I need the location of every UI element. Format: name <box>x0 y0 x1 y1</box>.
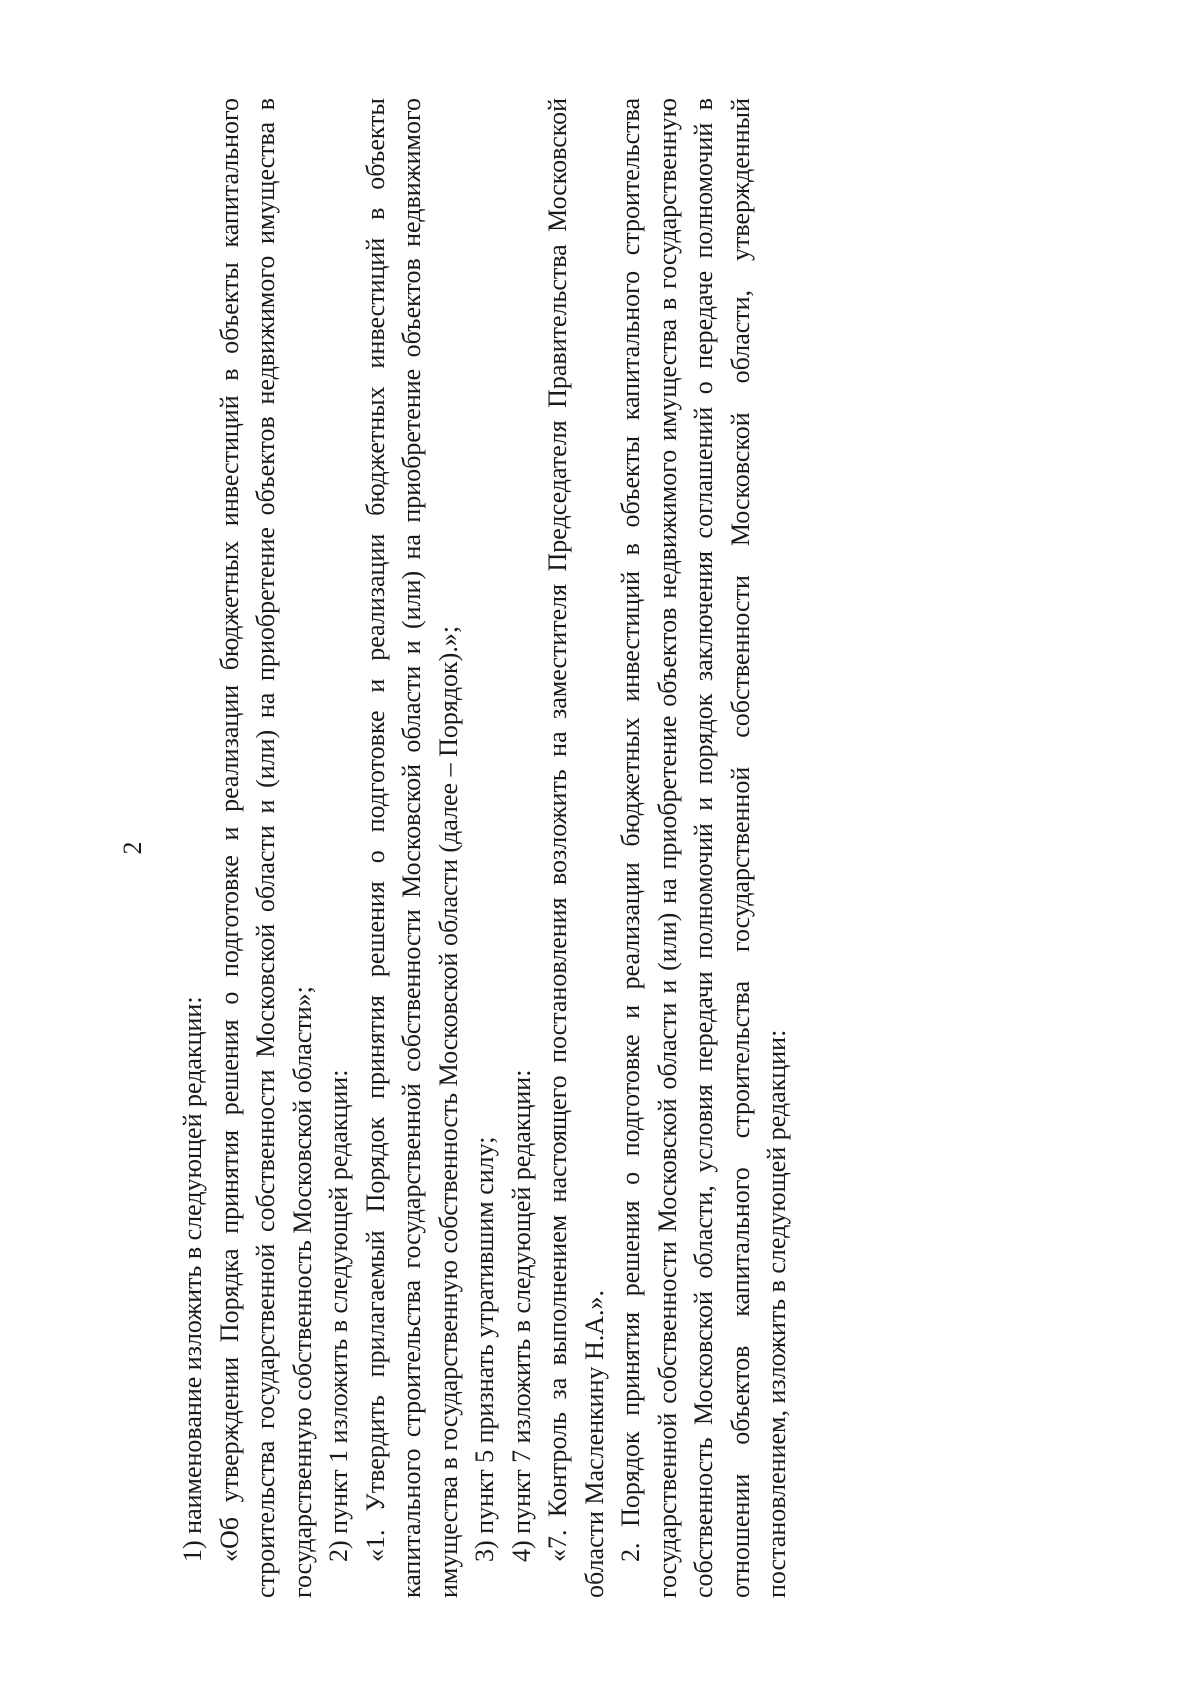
paragraph-point-7-amendment: «7. Контроль за выполнением настоящего постановления возложить на заместителя Председателя Правительства Московской области Масленкину Н.А.». <box>543 98 609 1598</box>
paragraph-point-1-amendment: «1. Утвердить прилагаемый Порядок принятия решения о подготовке и реализации бюджетных инвестиций в объекты капитального строительства государственной собственности Московской области и (или) на приобретение объектов недвижимого имущества в государственную собственность Московской области (далее – Порядок).»; <box>360 98 463 1598</box>
paragraph-section-2: 2. Порядок принятия решения о подготовке и реализации бюджетных инвестиций в объекты капитального строительства государственной собственности Московской области и (или) на приобретение объектов недвижимого имущества в государственную собственность Московской области, условия передачи полномочий и порядок заключения соглашений о передаче полномочий в отношении объектов капитального строительства государственной собственности Московской области, утвержденный постановлением, изложить в следующей редакции: <box>616 98 791 1598</box>
page-number: 2 <box>118 841 147 855</box>
paragraph-title-amendment: «Об утверждении Порядка принятия решения о подготовке и реализации бюджетных инвестиций в объекты капитального строительства государственной собственности Московской области и (или) на приобретение объектов недвижимого имущества в государственную собственность Московской области»; <box>214 98 317 1598</box>
paragraph-item-1: 1) наименование изложить в следующей редакции: <box>178 996 207 1562</box>
paragraph-item-4: 4) пункт 7 изложить в следующей редакции: <box>506 1069 536 1562</box>
rotated-text-block <box>115 98 945 1598</box>
document-sheet <box>115 98 945 1598</box>
paragraph-item-3: 3) пункт 5 признать утратившим силу; <box>470 1136 499 1562</box>
document-body <box>175 98 796 1598</box>
paragraph-item-2: 2) пункт 1 изложить в следующей редакции: <box>324 1069 353 1562</box>
